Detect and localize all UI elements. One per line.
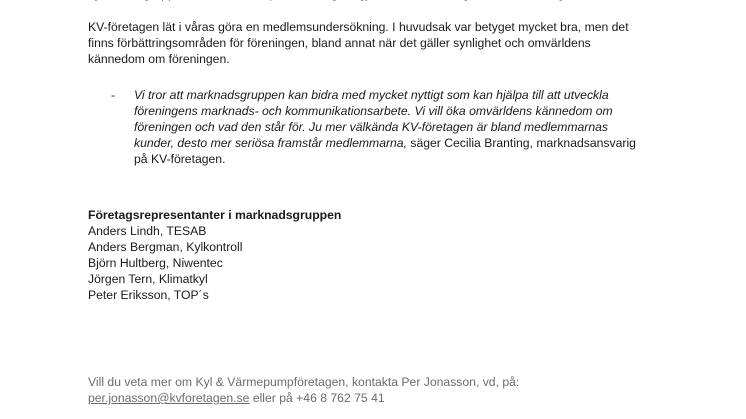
intro-paragraph: [88, 19, 688, 67]
representative-item: Anders Lindh, TESAB: [88, 224, 207, 238]
quote-line: Vi tror att marknadsgruppen kan bidra med mycket nyttigt som kan hjälpa till att utveckla: [134, 88, 609, 102]
quote-italic-part: kunder, desto mer seriösa framstår medlemmarna,: [134, 136, 407, 150]
quote-text: [134, 87, 694, 167]
contact-line: Vill du veta mer om Kyl & Värmepumpföretagen, kontakta Per Jonasson, vd, på:: [88, 375, 520, 389]
email-link[interactable]: per.jonasson@kvforetagen.se: [88, 391, 250, 405]
quote-line: [134, 135, 694, 151]
representative-item: Anders Bergman, Kylkontroll: [88, 240, 243, 254]
quote-line: föreningens marknads- och kommunikationsarbete. Vi vill öka omvärldens kännedom om: [134, 104, 613, 118]
cut-off-text-line: [88, 0, 601, 2]
intro-line: finns förbättringsområden för föreningen, bland annat när det gäller synlighet och omvärldens: [88, 36, 591, 50]
intro-line: KV-företagen lät i våras göra en medlemsundersökning. I huvudsak var betyget mycket bra, men det: [88, 20, 629, 34]
phone-text: eller på +46 8 762 75 41: [249, 391, 385, 405]
representatives-heading: Företagsrepresentanter i marknadsgruppen: [88, 208, 342, 222]
contact-section: [88, 374, 688, 406]
quote-line: på KV-företagen.: [134, 152, 226, 166]
representative-item: Jörgen Tern, Klimatkyl: [88, 272, 208, 286]
quote-line: föreningen och vad den står för. Ju mer välkända KV-företagen är bland medlemmarnas: [134, 120, 608, 134]
list-dash: -: [111, 88, 116, 102]
representatives-section: [88, 207, 688, 303]
quote-attribution: säger Cecilia Branting, marknadsansvarig: [406, 136, 636, 150]
contact-line: [88, 390, 688, 406]
document-page: [88, 0, 688, 419]
intro-line: kännedom om föreningen.: [88, 52, 230, 66]
representative-item: Peter Eriksson, TOP´s: [88, 288, 209, 302]
representative-item: Björn Hultberg, Niwentec: [88, 256, 223, 270]
